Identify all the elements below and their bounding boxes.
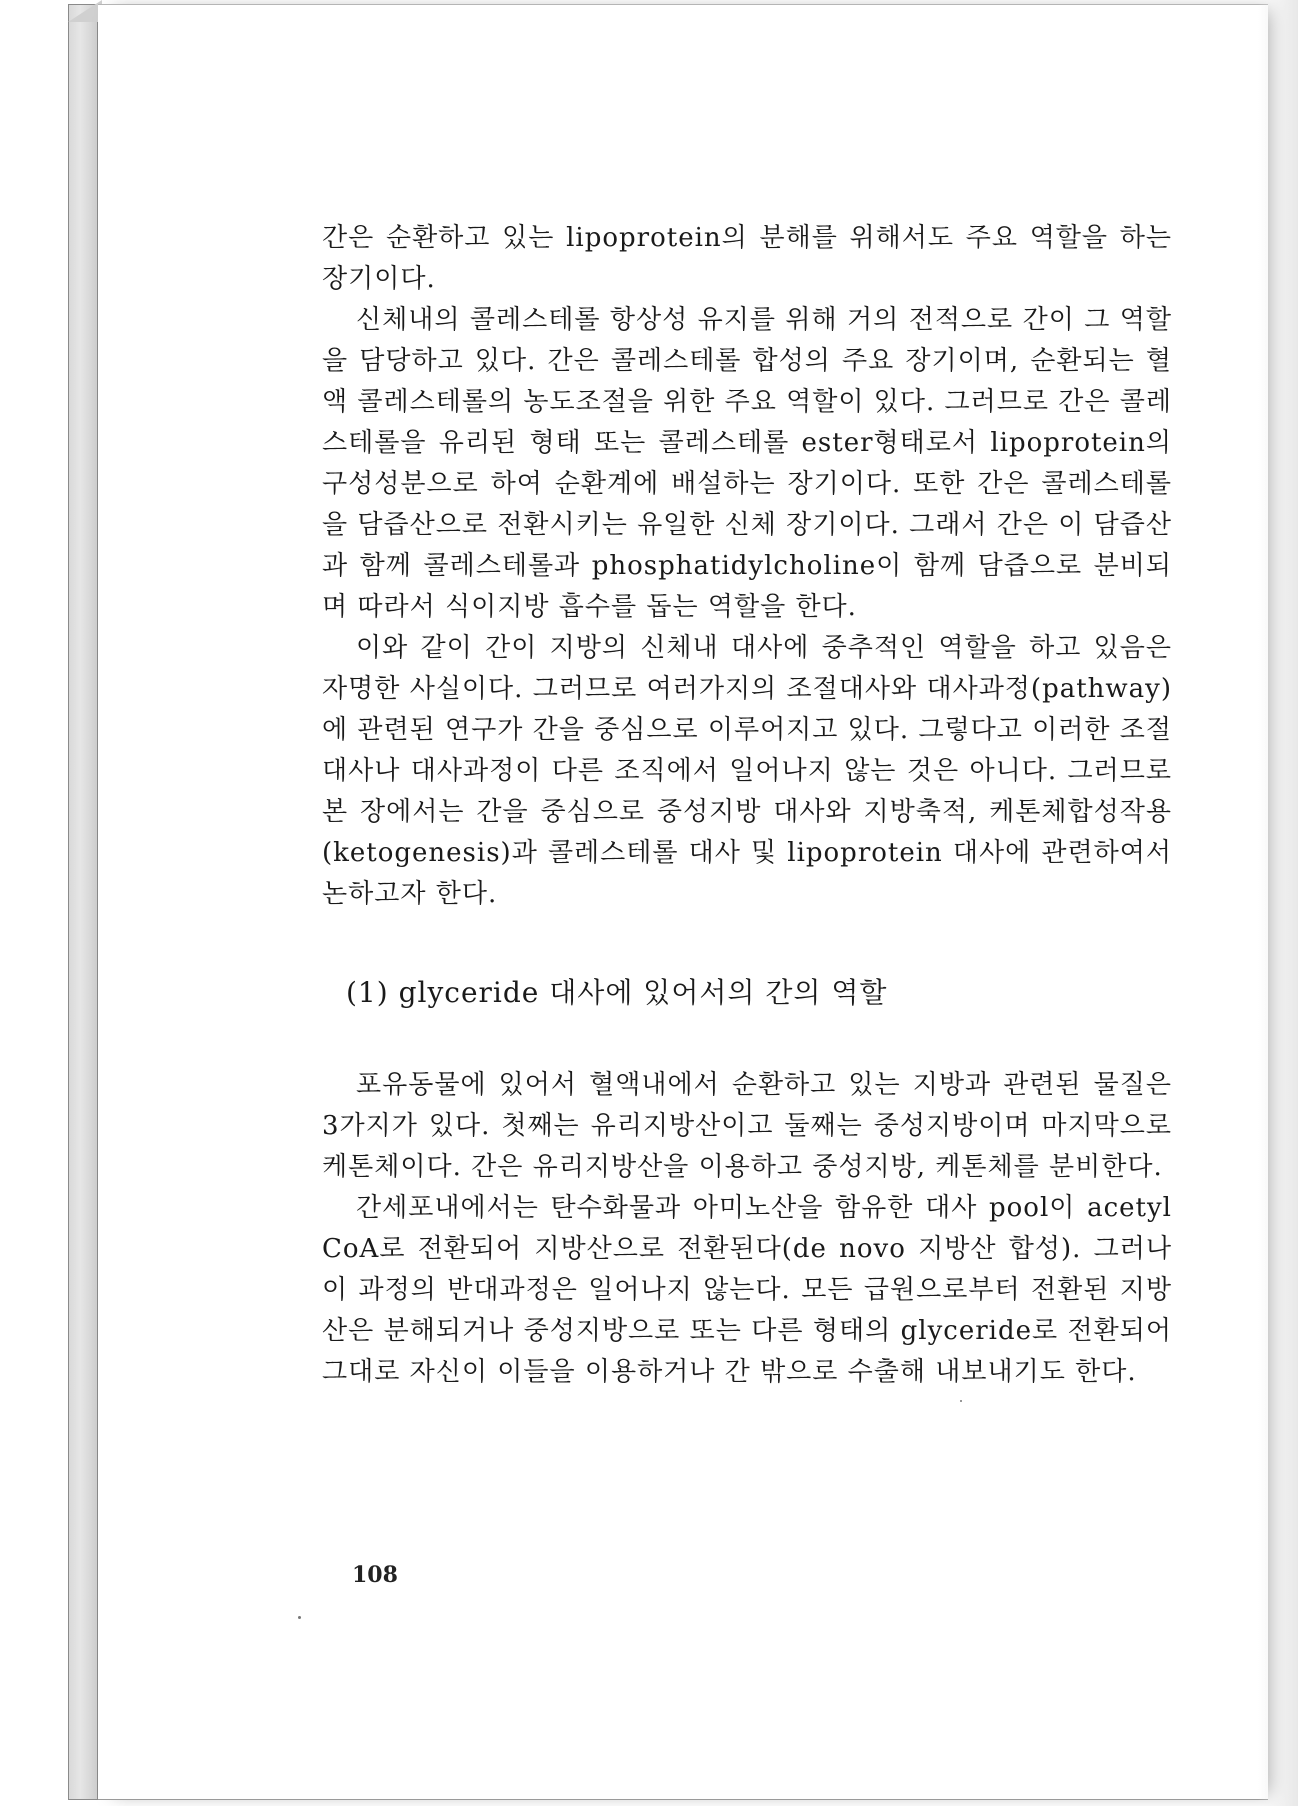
section-body — [322, 1065, 1172, 1393]
paragraph-4: 포유동물에 있어서 혈액내에서 순환하고 있는 지방과 관련된 물질은 3가지가 있다. 첫째는 유리지방산이고 둘째는 중성지방이며 마지막으로 케톤체이다. 간은 유리지방산을 이용하고 중성지방, 케톤체를 분비한다. — [322, 1070, 1172, 1182]
paragraph-1: 간은 순환하고 있는 lipoprotein의 분해를 위해서도 주요 역할을 하는 장기이다. — [322, 223, 1172, 294]
paragraph-5: 간세포내에서는 탄수화물과 아미노산을 함유한 대사 pool이 acetyl CoA로 전환되어 지방산으로 전환된다(de novo 지방산 합성). 그러나 이 과정의 반대과정은 일어나지 않는다. 모든 급원으로부터 전환된 지방산은 분해되거나 중성지방으로 또는 다른 형태의 glyceride로 전환되어 그대로 자신이 이들을 이용하거나 간 밖으로 수출해 내보내기도 한다. — [322, 1193, 1172, 1387]
book-spine — [68, 4, 98, 1800]
page-edge-shadow — [1258, 0, 1298, 1806]
paragraph-2: 신체내의 콜레스테롤 항상성 유지를 위해 거의 전적으로 간이 그 역할을 담당하고 있다. 간은 콜레스테롤 합성의 주요 장기이며, 순환되는 혈액 콜레스테롤의 농도조절을 위한 주요 역할이 있다. 그러므로 간은 콜레스테롤을 유리된 형태 또는 콜레스테롤 ester형태로서 lipoprotein의 구성성분으로 하여 순환계에 배설하는 장기이다. 또한 간은 콜레스테롤을 담즙산으로 전환시키는 유일한 신체 장기이다. 그래서 간은 이 담즙산과 함께 콜레스테롤과 phosphatidylcholine이 함께 담즙으로 분비되며 따라서 식이지방 흡수를 돕는 역할을 한다. — [322, 305, 1173, 622]
section-heading: (1) glyceride 대사에 있어서의 간의 역할 — [346, 976, 888, 1009]
scan-speck — [960, 1400, 962, 1402]
page-number: 108 — [352, 1562, 398, 1588]
page-text-block — [322, 218, 1172, 1393]
paragraph-3: 이와 같이 간이 지방의 신체내 대사에 중추적인 역할을 하고 있음은 자명한 사실이다. 그러므로 여러가지의 조절대사와 대사과정(pathway)에 관련된 연구가 간을 중심으로 이루어지고 있다. 그렇다고 이러한 조절대사나 대사과정이 다른 조직에서 일어나지 않는 것은 아니다. 그러므로 본 장에서는 간을 중심으로 중성지방 대사와 지방축적, 케톤체합성작용(ketogenesis)과 콜레스테롤 대사 및 lipoprotein 대사에 관련하여서 논하고자 한다. — [322, 633, 1173, 909]
scan-speck — [298, 1616, 301, 1619]
